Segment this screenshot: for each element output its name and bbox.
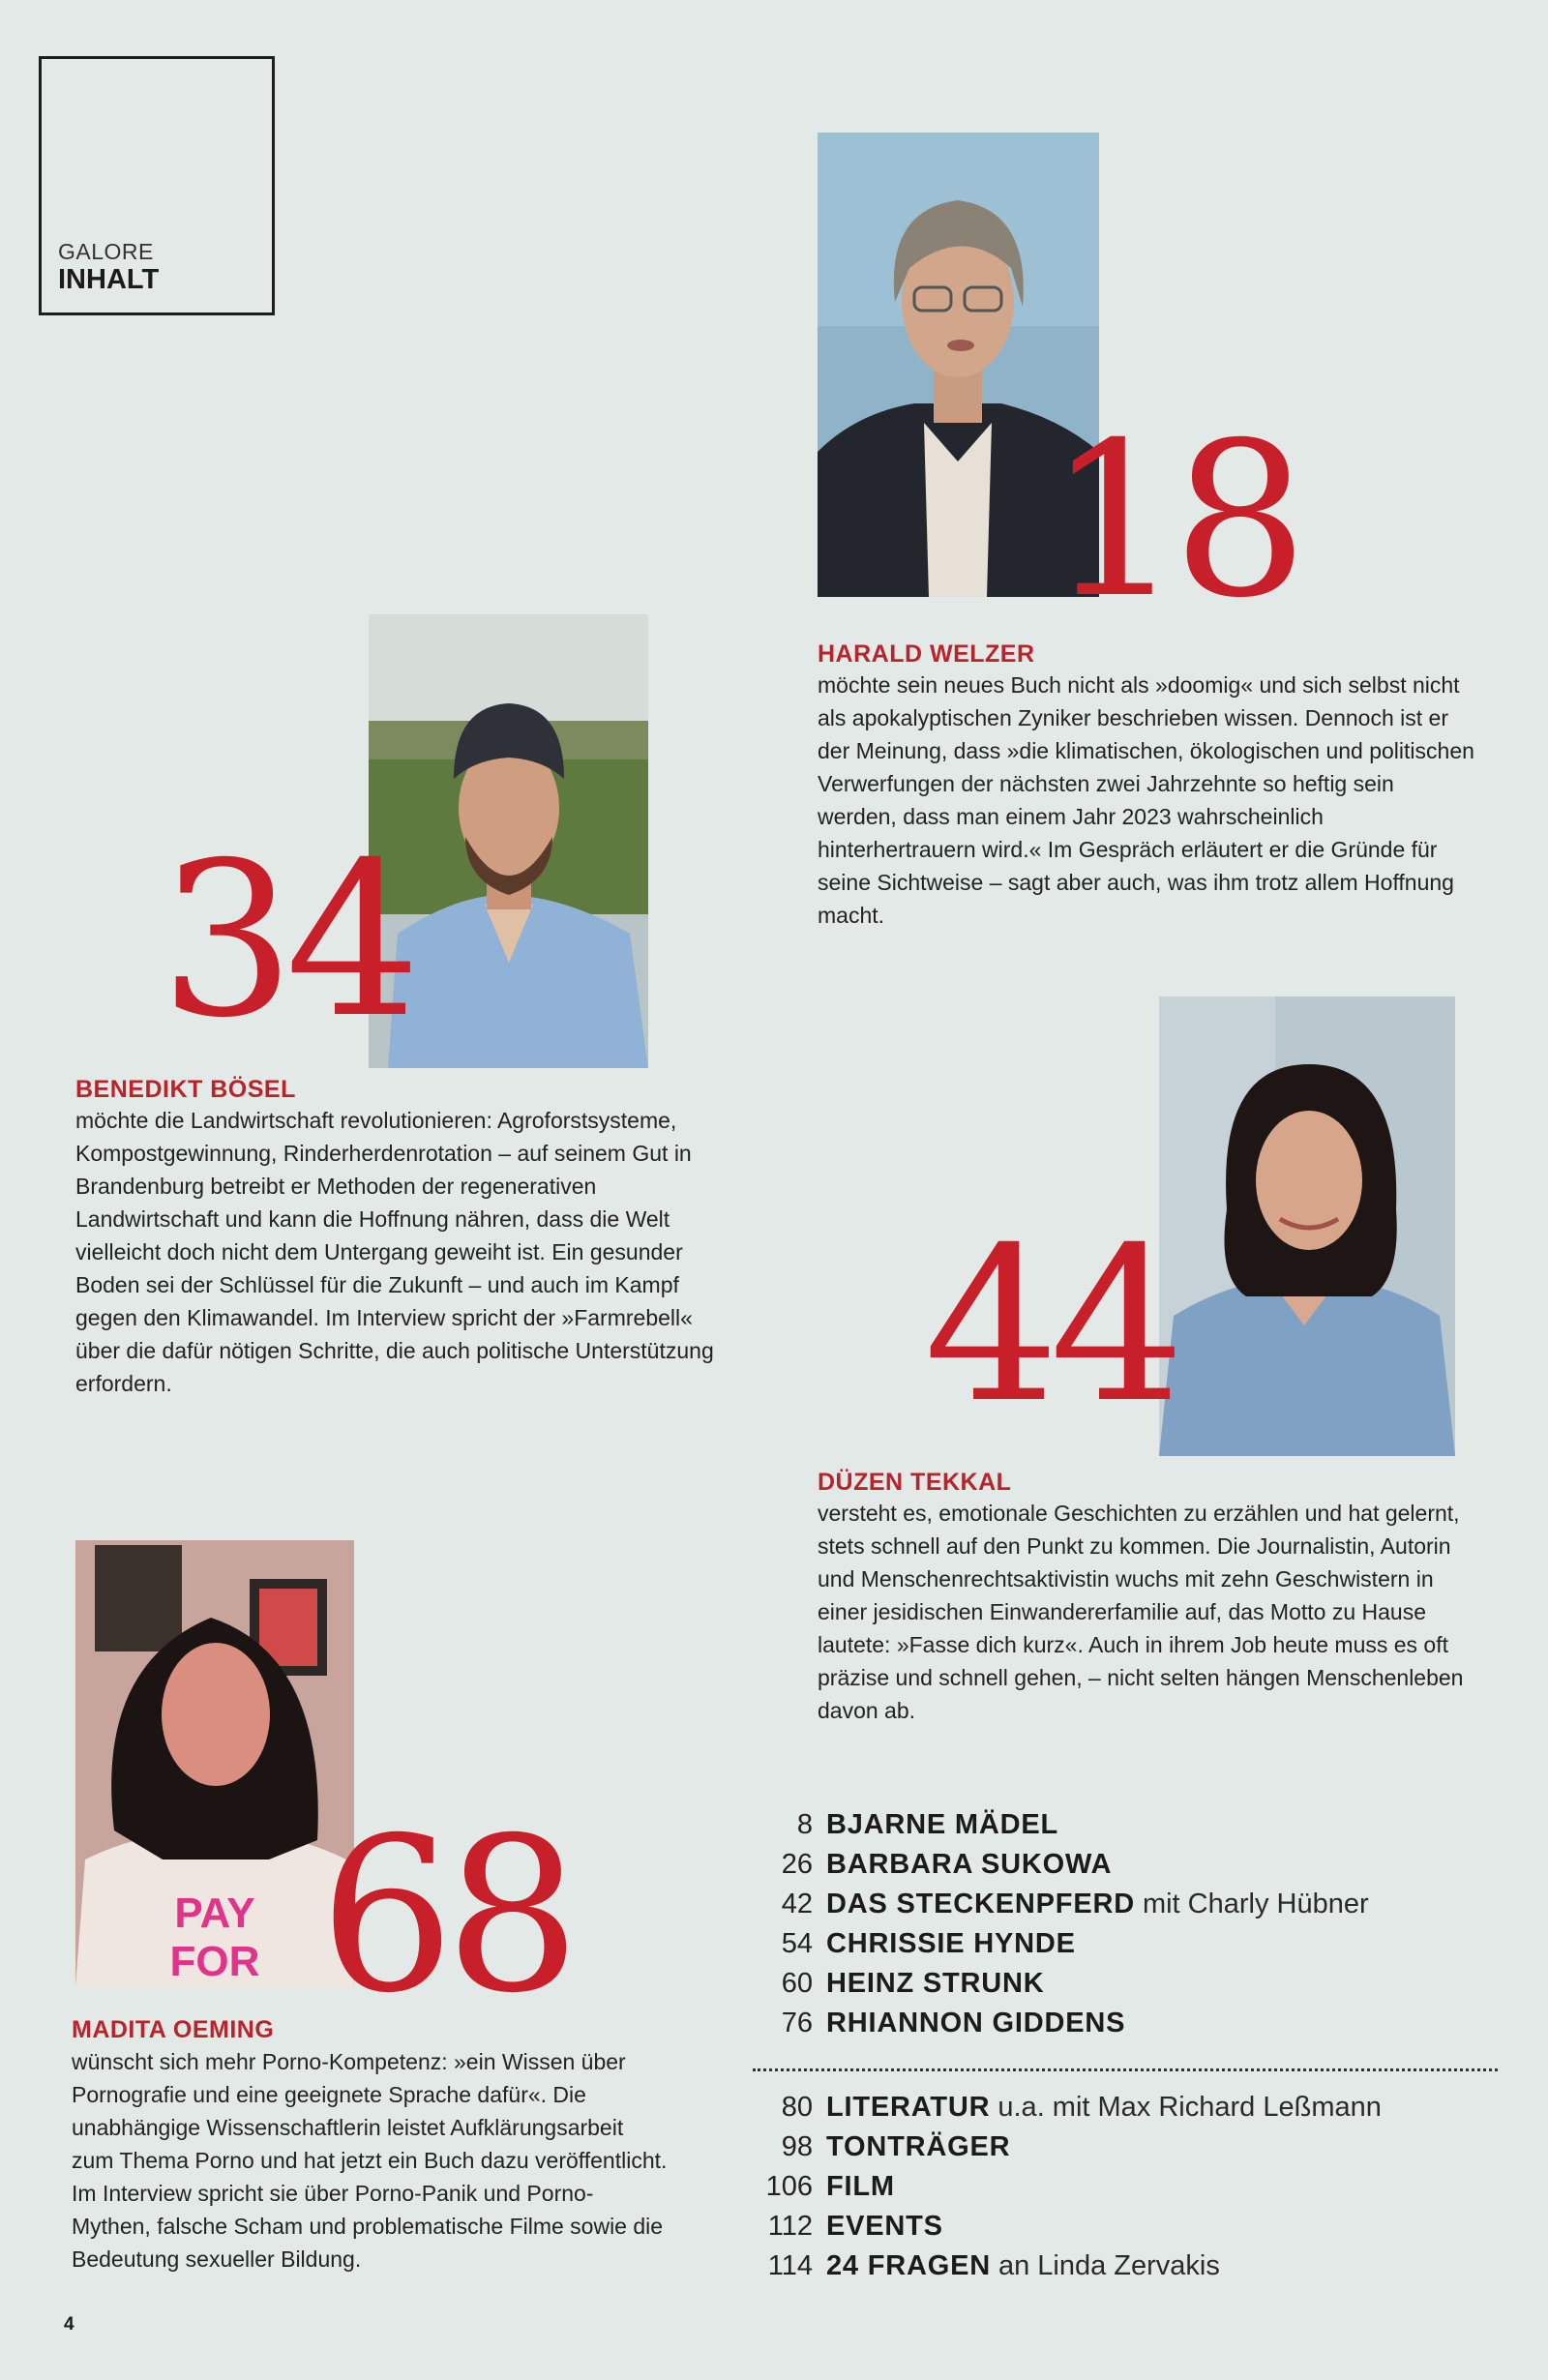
feature-name-duezen-tekkal: DÜZEN TEKKAL <box>818 1469 1012 1496</box>
feature-name-harald-welzer: HARALD WELZER <box>818 640 1035 668</box>
toc-title: EVENTS <box>826 2211 943 2242</box>
toc-title: TONTRÄGER <box>826 2131 1011 2162</box>
toc-entry[interactable] <box>735 1928 1509 1968</box>
toc-page-number: 42 <box>781 1889 813 1919</box>
toc-page-number: 8 <box>796 1809 813 1840</box>
toc-title: DAS STECKENPFERD <box>826 1889 1135 1919</box>
toc-entry[interactable] <box>735 2092 1509 2131</box>
page-number-44: 44 <box>924 1202 1176 1449</box>
toc-title: RHIANNON GIDDENS <box>826 2008 1126 2038</box>
feature-name-madita-oeming: MADITA OEMING <box>72 2016 275 2043</box>
toc-entry[interactable] <box>735 2211 1509 2250</box>
toc-page-number: 98 <box>781 2131 813 2162</box>
page-number-68: 68 <box>319 1792 571 2039</box>
page-number-34: 34 <box>160 817 411 1064</box>
toc-extra: an Linda Zervakis <box>997 2250 1220 2281</box>
shirt-print-line-1: PAY <box>174 1889 255 1937</box>
feature-name-benedikt-boesel: BENEDIKT BÖSEL <box>75 1076 296 1103</box>
toc-divider <box>753 2068 1498 2071</box>
toc-entry[interactable] <box>735 1968 1509 2008</box>
toc-extra: mit Charly Hübner <box>1142 1889 1369 1919</box>
photo-madita-oeming <box>75 1540 354 1987</box>
toc-main-list <box>735 1809 1509 2047</box>
feature-text-madita-oeming: wünscht sich mehr Porno-Kompetenz: »ein Wissen über Pornografie und eine geeignete Sprache dafür«. Die unabhängige Wissenschaftlerin leistet Aufklärungsarbeit zum Thema Porno und hat jetzt ein Buch dazu veröffentlicht. Im Interview spricht sie über Porno-Panik und Porno-Mythen, falsche Scham und problematische Filme sowie die Bedeutung sexueller Bildung. <box>72 2049 668 2272</box>
toc-title: FILM <box>826 2171 895 2202</box>
toc-entry[interactable] <box>735 1889 1509 1928</box>
toc-entry[interactable] <box>735 2008 1509 2047</box>
toc-title: BJARNE MÄDEL <box>826 1809 1058 1840</box>
toc-page-number: 26 <box>781 1849 813 1880</box>
feature-text-harald-welzer: möchte sein neues Buch nicht als »doomig« und sich selbst nicht als apokalyptischen Zyniker beschrieben wissen. Dennoch ist er der Meinung, dass »die klimatischen, ökologischen und politischen Verwerfungen der nächsten zwei Jahrzehnte so heftig sein werden, dass man einem Jahr 2023 wahrscheinlich hinterhertrauern wird.« Im Gespräch erläutert er die Gründe für seine Sichtweise – sagt aber auch, was ihm trotz allem Hoffnung macht. <box>818 672 1474 928</box>
feature-text-benedikt-boesel: möchte die Landwirtschaft revolutionieren: Agroforstsysteme, Kompostgewinnung, Rinderherdenrotation – auf seinem Gut in Brandenburg betreibt er Methoden der regenerativen Landwirtschaft und kann die Hoffnung nähren, dass die Welt vielleicht doch nicht dem Untergang geweiht ist. Ein gesunder Boden sei der Schlüssel für die Zukunft – und auch im Kampf gegen den Klimawandel. Im Interview spricht der »Farmrebell« über die dafür nötigen Schritte, die auch politische Unterstützung erfordern. <box>75 1108 714 1396</box>
toc-page-number: 106 <box>765 2171 813 2202</box>
toc-page-number: 114 <box>767 2250 813 2281</box>
toc-title: 24 FRAGEN <box>826 2250 991 2281</box>
section-title: INHALT <box>58 264 160 295</box>
toc-title: HEINZ STRUNK <box>826 1968 1045 1999</box>
page-number-18: 18 <box>1047 397 1298 644</box>
toc-page-number: 112 <box>767 2211 813 2242</box>
toc-title: LITERATUR <box>826 2092 991 2123</box>
toc-sections-list <box>735 2092 1509 2290</box>
toc-entry[interactable] <box>735 2131 1509 2171</box>
toc-title: BARBARA SUKOWA <box>826 1849 1113 1880</box>
toc-page-number: 54 <box>781 1928 813 1959</box>
toc-page-number: 80 <box>781 2092 813 2123</box>
page-folio: 4 <box>64 2314 74 2335</box>
toc-extra: u.a. mit Max Richard Leßmann <box>997 2092 1382 2123</box>
toc-title: CHRISSIE HYNDE <box>826 1928 1076 1959</box>
toc-entry[interactable] <box>735 2250 1509 2290</box>
toc-page-number: 76 <box>781 2008 813 2038</box>
magazine-brand: GALORE <box>58 239 154 264</box>
feature-text-duezen-tekkal: versteht es, emotionale Geschichten zu erzählen und hat gelernt, stets schnell auf den Punkt zu kommen. Die Journalistin, Autorin und Menschenrechtsaktivistin wuchs mit zehn Geschwistern in einer jesidischen Einwandererfamilie auf, das Motto zu Hause lautete: »Fasse dich kurz«. Auch in ihrem Job heute muss es oft präzise und schnell gehen, – nicht selten hängen Menschenleben davon ab. <box>818 1501 1464 1723</box>
toc-entry[interactable] <box>735 1849 1509 1889</box>
photo-duezen-tekkal <box>1159 997 1455 1456</box>
shirt-print-line-2: FOR <box>169 1938 260 1985</box>
toc-page-number: 60 <box>781 1968 813 1999</box>
toc-entry[interactable] <box>735 1809 1509 1849</box>
section-header-box <box>39 56 275 315</box>
toc-entry[interactable] <box>735 2171 1509 2211</box>
